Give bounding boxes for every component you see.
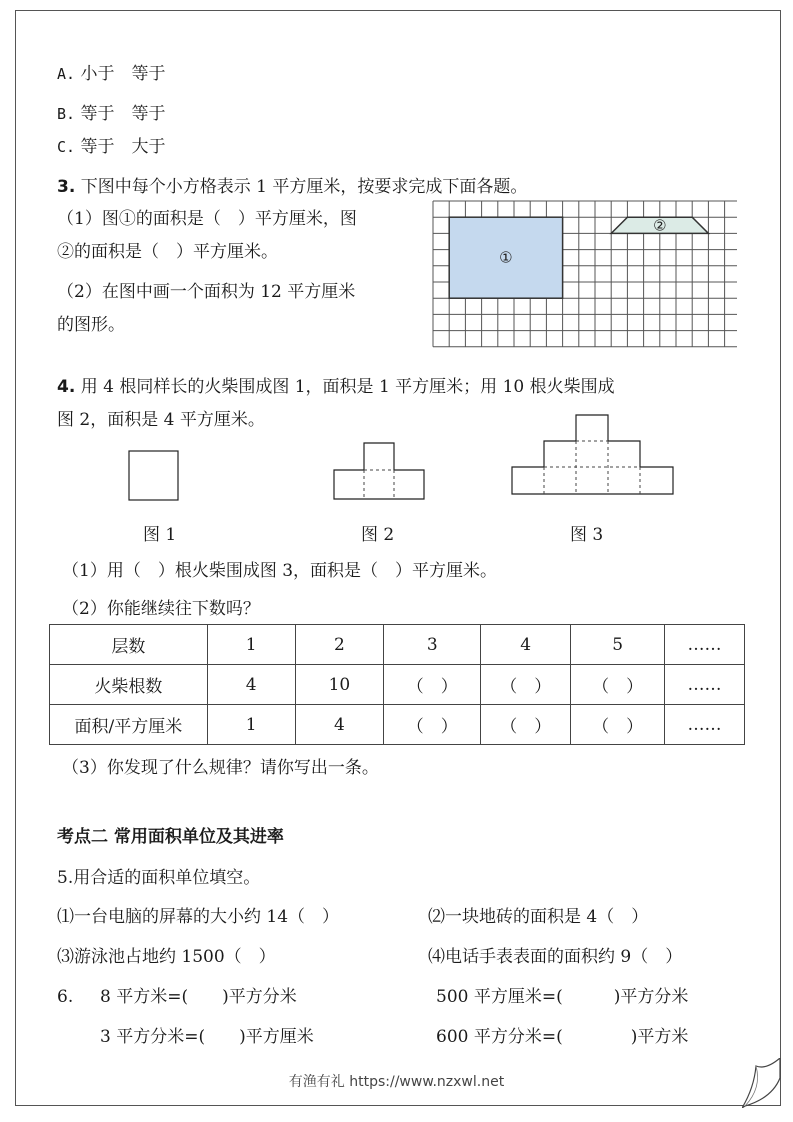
q5-item-3: ⑶游泳池占地约 1500（ ）: [57, 947, 276, 967]
table-row: [50, 705, 745, 745]
q3-number: 3.: [57, 177, 76, 197]
table-cell: 1: [207, 625, 295, 665]
table-cell: 5: [571, 625, 665, 665]
footer-watermark: 有渔有礼 https://www.nzxwl.net: [288, 1074, 505, 1090]
table-cell: 10: [295, 665, 384, 705]
q3-part2-line1: （2）在图中画一个面积为 12 平方厘米: [57, 282, 356, 302]
option-b-letter: B.: [57, 105, 76, 123]
q5-stem: 5.用合适的面积单位填空。: [57, 868, 261, 888]
figure-3: [511, 414, 675, 496]
table-answer-blank[interactable]: （ ）: [481, 705, 571, 745]
table-cell: 层数: [50, 625, 208, 665]
figure-2: [333, 442, 425, 500]
table-answer-blank[interactable]: （ ）: [481, 665, 571, 705]
q4-stem-line2: 图 2，面积是 4 平方厘米。: [57, 410, 265, 430]
q3-stem: [57, 177, 527, 197]
q4-stem-text: 用 4 根同样长的火柴围成图 1，面积是 1 平方厘米；用 10 根火柴围成: [80, 377, 615, 397]
q3-stem-text: 下图中每个小方格表示 1 平方厘米，按要求完成下面各题。: [80, 177, 528, 197]
matchstick-table: [49, 624, 745, 745]
table-answer-blank[interactable]: （ ）: [571, 705, 665, 745]
table-row: [50, 665, 745, 705]
q6-item-1: 8 平方米=( )平方分米: [100, 987, 297, 1007]
table-row: [50, 625, 745, 665]
table-cell: 1: [207, 705, 295, 745]
option-a: [57, 64, 165, 84]
table-answer-blank[interactable]: （ ）: [571, 665, 665, 705]
table-cell: 4: [207, 665, 295, 705]
q4-number: 4.: [57, 377, 76, 397]
option-c-text: 等于 大于: [80, 137, 166, 157]
q4-stem-line1: [57, 377, 615, 397]
table-cell: ……: [665, 625, 745, 665]
q3-part2-line2: 的图形。: [57, 315, 125, 335]
figure-2-label: 图 2: [361, 525, 395, 545]
table-cell: ……: [665, 705, 745, 745]
table-answer-blank[interactable]: （ ）: [384, 665, 481, 705]
q6-item-3: 3 平方分米=( )平方厘米: [100, 1027, 314, 1047]
table-cell: 火柴根数: [50, 665, 208, 705]
option-a-text: 小于 等于: [80, 64, 166, 84]
worksheet-page: [15, 10, 781, 1106]
table-cell: 4: [481, 625, 571, 665]
q6-item-4: 600 平方分米=( )平方米: [436, 1027, 689, 1047]
q3-part1-line1: （1）图①的面积是（ ）平方厘米，图: [57, 209, 357, 229]
figure-1-label: 图 1: [143, 525, 177, 545]
q4-part2: （2）你能继续往下数吗？: [62, 599, 260, 619]
shape-1-label: ①: [499, 248, 513, 267]
figure-3-label: 图 3: [570, 525, 604, 545]
square-grid: [432, 198, 737, 355]
option-c-letter: C.: [57, 138, 76, 156]
q5-item-1: ⑴一台电脑的屏幕的大小约 14（ ）: [57, 907, 340, 927]
q3-part1-line2: ②的面积是（ ）平方厘米。: [57, 242, 278, 262]
option-a-letter: A.: [57, 65, 76, 83]
q4-part1: （1）用（ ）根火柴围成图 3，面积是（ ）平方厘米。: [62, 561, 498, 581]
table-cell: 2: [295, 625, 384, 665]
q6-item-2: 500 平方厘米=( )平方分米: [436, 987, 689, 1007]
option-b-text: 等于 等于: [80, 104, 166, 124]
table-cell: ……: [665, 665, 745, 705]
table-cell: 4: [295, 705, 384, 745]
option-c: [57, 137, 165, 157]
table-cell: 面积/平方厘米: [50, 705, 208, 745]
q6-number: 6.: [57, 987, 74, 1007]
q5-item-4: ⑷电话手表表面的面积约 9（ ）: [428, 947, 683, 967]
table-cell: 3: [384, 625, 481, 665]
option-b: [57, 104, 165, 124]
figure-1: [128, 450, 180, 502]
q4-part3: （3）你发现了什么规律？请你写出一条。: [62, 758, 379, 778]
table-answer-blank[interactable]: （ ）: [384, 705, 481, 745]
shape-2-label: ②: [653, 216, 667, 235]
q5-item-2: ⑵一块地砖的面积是 4（ ）: [428, 907, 649, 927]
section-2-heading: 考点二 常用面积单位及其进率: [57, 827, 284, 847]
